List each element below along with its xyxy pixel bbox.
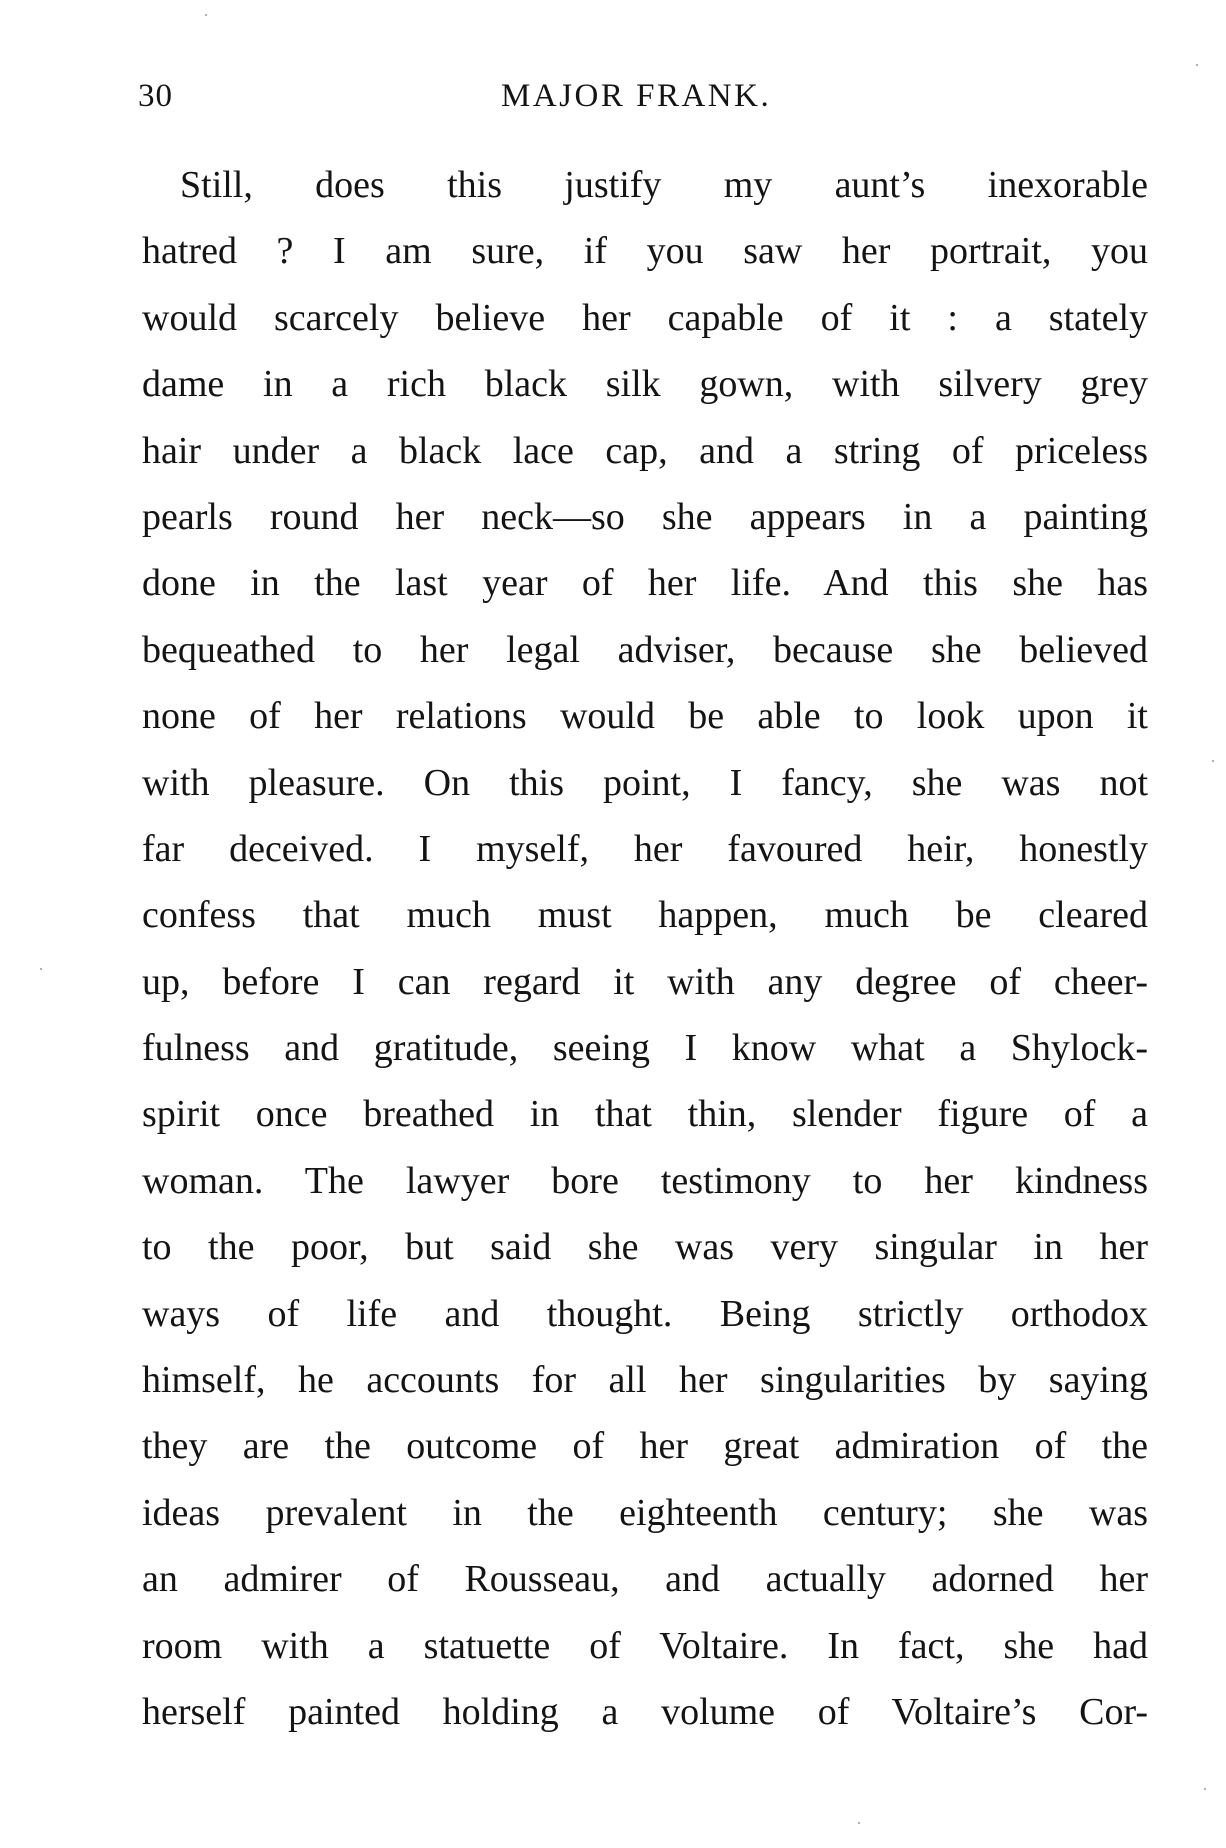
scan-speck [858,1822,860,1824]
text-line: fulness and gratitude, seeing I know what a Shylock- [142,1027,1148,1070]
text-line: done in the last year of her life. And this she has [142,562,1148,605]
scan-speck [205,14,207,16]
text-line: to the poor, but said she was very singular in her [142,1226,1148,1269]
text-line: dame in a rich black silk gown, with silvery grey [142,363,1148,406]
text-line: ideas prevalent in the eighteenth century; she was [142,1491,1148,1534]
running-title: MAJOR FRANK. [501,78,772,114]
text-line: room with a statuette of Voltaire. In fact, she had [142,1624,1148,1667]
scan-speck [1204,1788,1206,1790]
text-line: herself painted holding a volume of Voltaire’s Cor- [142,1690,1148,1733]
text-line: woman. The lawyer bore testimony to her kindness [142,1159,1148,1202]
text-line: they are the outcome of her great admiration of the [142,1425,1148,1468]
text-line: an admirer of Rousseau, and actually adorned her [142,1558,1148,1601]
text-line: hatred ? I am sure, if you saw her portrait, you [142,230,1148,273]
text-line: ways of life and thought. Being strictly orthodox [142,1292,1148,1335]
text-line: hair under a black lace cap, and a string of priceless [142,429,1148,472]
text-line: would scarcely believe her capable of it : a stately [142,296,1148,339]
text-line: pearls round her neck—so she appears in a painting [142,495,1148,538]
page-header [138,78,1148,128]
text-line: Still, does this justify my aunt’s inexorable [180,164,1148,206]
text-line: up, before I can regard it with any degree of cheer- [142,960,1148,1003]
text-line: with pleasure. On this point, I fancy, she was not [142,761,1148,804]
text-line: bequeathed to her legal adviser, because she believed [142,628,1148,671]
body-text [142,152,1148,1745]
text-line: himself, he accounts for all her singularities by saying [142,1359,1148,1402]
text-line: confess that much must happen, much be cleared [142,894,1148,937]
text-line: spirit once breathed in that thin, slender figure of a [142,1093,1148,1136]
text-line: none of her relations would be able to look upon it [142,695,1148,738]
text-line: far deceived. I myself, her favoured heir, honestly [142,827,1148,870]
scan-speck [40,968,42,970]
scan-speck [1212,760,1214,762]
scan-speck [1196,64,1198,66]
page-number: 30 [138,78,173,114]
